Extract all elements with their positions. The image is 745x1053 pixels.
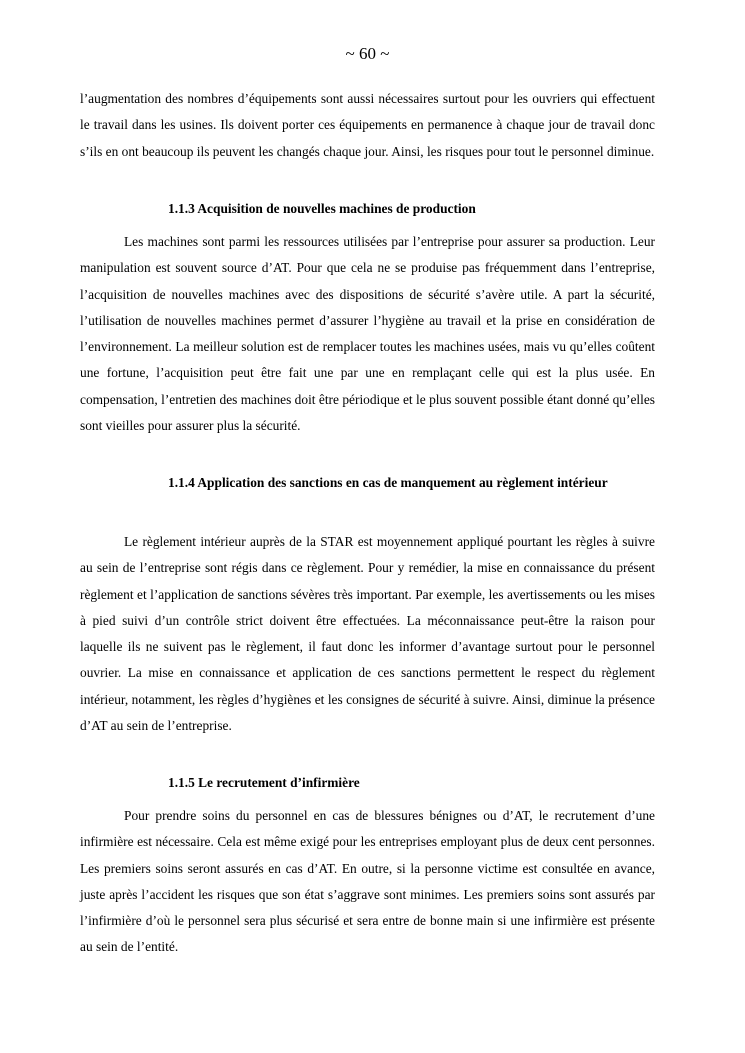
paragraph-sanctions: Le règlement intérieur auprès de la STAR est moyennement appliqué pourtant les règles à suivre au sein de l’entreprise sont régis dans ce règlement. Pour y remédier, la mise en connaissance du présent règlement et l’application de sanctions sévères très important. Par exemple, les avertissements ou les mises à pied suivi d’un contrôle strict doivent être effectuées. La méconnaissance peut-être la raison pour laquelle ils ne suivent pas le règlement, il faut donc les informer d’avantage surtout pour le personnel ouvrier. La mise en connaissance et application de ces sanctions permettent le respect du règlement intérieur, notamment, les règles d’hygiènes et les consignes de sécurité à suivre. Ainsi, diminue la présence d’AT au sein de l’entreprise. bbox=[80, 534, 655, 734]
heading-1-1-4: 1.1.4 Application des sanctions en cas de manquement au règlement intérieur bbox=[168, 475, 608, 490]
heading-1-1-3: 1.1.3 Acquisition de nouvelles machines de production bbox=[168, 201, 476, 216]
paragraph-machines: Les machines sont parmi les ressources utilisées par l’entreprise pour assurer sa production. Leur manipulation est souvent source d’AT. Pour que cela ne se produise pas fréquemment dans l’entreprise, l’acquisition de nouvelles machines avec des dispositions de sécurité s’avère utile. A part la sécurité, l’utilisation de nouvelles machines permet d’assurer l’hygiène au travail et la prise en considération de l’environnement. La meilleur solution est de remplacer toutes les machines usées, mais vu qu’elles coûtent une fortune, l’acquisition peut être fait une par une en remplaçant celle qui est la plus usée. En compensation, l’entretien des machines doit être périodique et le plus souvent possible étant donné qu’elles sont vieilles pour assurer plus la sécurité. bbox=[80, 234, 655, 434]
paragraph-infirmiere: Pour prendre soins du personnel en cas de blessures bénignes ou d’AT, le recrutement d’une infirmière est nécessaire. Cela est même exigé pour les entreprises employant plus de deux cent personnes. Les premiers soins seront assurés en cas d’AT. En outre, si la personne victime est consultée en avance, juste après l’accident les risques que son état s’aggrave sont minimes. Les premiers soins sont assurés par l’infirmière d’où le personnel sera plus sécurisé et sera entre de bonne main si une infirmière est présente au sein de l’entité. bbox=[80, 808, 655, 955]
heading-1-1-5: 1.1.5 Le recrutement d’infirmière bbox=[168, 775, 360, 790]
page-number: ~ 60 ~ bbox=[345, 44, 390, 63]
paragraph-intro: l’augmentation des nombres d’équipements sont aussi nécessaires surtout pour les ouvriers qui effectuent le travail dans les usines. Ils doivent porter ces équipements en permanence à chaque jour de travail donc s’ils en ont beaucoup ils peuvent les changés chaque jour. Ainsi, les risques pour tout le personnel diminue. bbox=[80, 91, 655, 159]
